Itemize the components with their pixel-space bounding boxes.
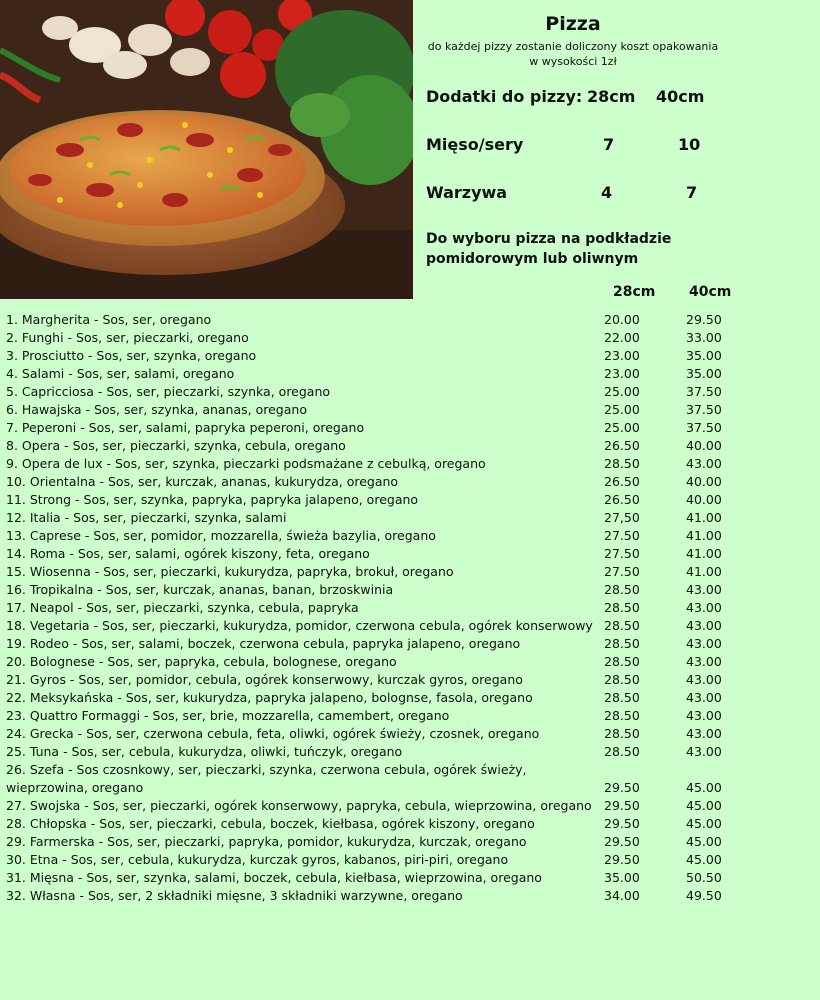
menu-item — [6, 383, 816, 401]
menu-item-price-40cm: 45.00 — [686, 816, 722, 831]
menu-item — [6, 491, 816, 509]
menu-item — [6, 617, 816, 635]
menu-item-name: 20. Bolognese - Sos, ser, papryka, cebula, bolognese, oregano — [6, 654, 397, 669]
menu-item — [6, 725, 816, 743]
menu-item-price-40cm: 35.00 — [686, 348, 722, 363]
addons-veg-row — [426, 183, 820, 205]
menu-item-price-40cm: 43.00 — [686, 744, 722, 759]
menu-item-name: 1. Margherita - Sos, ser, oregano — [6, 312, 212, 327]
menu-item-price-40cm: 35.00 — [686, 366, 722, 381]
pizza-photo — [0, 0, 413, 299]
menu-item-price-28cm: 28.50 — [604, 708, 640, 723]
menu-item — [6, 581, 816, 599]
menu-item — [6, 743, 816, 761]
menu-item-price-40cm: 37.50 — [686, 420, 722, 435]
menu-item-price-28cm: 29.50 — [604, 798, 640, 813]
menu-item-name: 2. Funghi - Sos, ser, pieczarki, oregano — [6, 330, 249, 345]
menu-item-price-28cm: 29.50 — [604, 852, 640, 867]
addons-size-large: 40cm — [656, 87, 705, 106]
menu-item-price-40cm: 29.50 — [686, 312, 722, 327]
column-header-small: 28cm — [613, 284, 656, 300]
menu-item-name: 24. Grecka - Sos, ser, czerwona cebula, feta, oliwki, ogórek świeży, czosnek, oregano — [6, 726, 540, 741]
menu-item-price-28cm: 25.00 — [604, 420, 640, 435]
menu-item-price-40cm: 45.00 — [686, 834, 722, 849]
menu-item-price-28cm: 23.00 — [604, 348, 640, 363]
menu-item-name: 26. Szefa - Sos czosnkowy, ser, pieczarki, szynka, czerwona cebula, ogórek świeży, wieprzowina, oregano — [6, 762, 527, 795]
menu-item-price-28cm: 20.00 — [604, 312, 640, 327]
menu-item-name: 3. Prosciutto - Sos, ser, szynka, oregano — [6, 348, 257, 363]
menu-item-price-28cm: 29.50 — [604, 816, 640, 831]
menu-item-name: 6. Hawajska - Sos, ser, szynka, ananas, oregano — [6, 402, 307, 417]
menu-item-name: 4. Salami - Sos, ser, salami, oregano — [6, 366, 235, 381]
menu-item — [6, 437, 816, 455]
menu-item-price-28cm: 28.50 — [604, 456, 640, 471]
menu-item-price-40cm: 43.00 — [686, 672, 722, 687]
menu-item-price-40cm: 45.00 — [686, 852, 722, 867]
menu-item-price-40cm: 50.50 — [686, 870, 722, 885]
menu-item-price-40cm: 40.00 — [686, 492, 722, 507]
addons-meat-price-small: 7 — [603, 135, 615, 154]
base-note — [426, 229, 686, 269]
menu-item — [6, 851, 816, 869]
menu-item-name: 16. Tropikalna - Sos, ser, kurczak, ananas, banan, brzoskwinia — [6, 582, 394, 597]
packaging-note-line2: w wysokości 1zł — [529, 55, 617, 68]
menu-item-name: 31. Mięsna - Sos, ser, szynka, salami, boczek, cebula, kiełbasa, wieprzowina, oregano — [6, 870, 542, 885]
info-panel — [413, 0, 820, 299]
menu-item — [6, 401, 816, 419]
menu-item-price-28cm: 28.50 — [604, 654, 640, 669]
addons-veg-price-small: 4 — [601, 183, 613, 202]
addons-veg-label: Warzywa — [426, 183, 508, 202]
packaging-note-line1: do każdej pizzy zostanie doliczony koszt opakowania — [427, 40, 719, 53]
menu-item-name: 8. Opera - Sos, ser, pieczarki, szynka, cebula, oregano — [6, 438, 346, 453]
menu-item — [6, 707, 816, 725]
menu-item — [6, 329, 816, 347]
menu-item-price-28cm: 34.00 — [604, 888, 640, 903]
menu-item-name: 10. Orientalna - Sos, ser, kurczak, ananas, kukurydza, oregano — [6, 474, 399, 489]
menu-item-price-28cm: 28.50 — [604, 726, 640, 741]
menu-item — [6, 599, 816, 617]
addons-veg-price-large: 7 — [686, 183, 698, 202]
menu-item-name: 5. Capricciosa - Sos, ser, pieczarki, szynka, oregano — [6, 384, 331, 399]
menu-item — [6, 815, 816, 833]
menu-item-price-40cm: 43.00 — [686, 654, 722, 669]
menu-item-price-28cm: 23.00 — [604, 366, 640, 381]
menu-item-price-28cm: 27,50 — [604, 510, 640, 525]
menu-item-price-28cm: 28.50 — [604, 672, 640, 687]
menu-item-price-28cm: 28.50 — [604, 600, 640, 615]
menu-item-price-40cm: 33.00 — [686, 330, 722, 345]
menu-item-name: 22. Meksykańska - Sos, ser, kukurydza, papryka jalapeno, bolognse, fasola, oregano — [6, 690, 533, 705]
base-note-line1: Do wyboru pizza na podkładzie — [426, 231, 672, 247]
menu-item — [6, 527, 816, 545]
column-header-large: 40cm — [689, 284, 732, 300]
menu-item-name: 17. Neapol - Sos, ser, pieczarki, szynka, cebula, papryka — [6, 600, 359, 615]
menu-item-name: 13. Caprese - Sos, ser, pomidor, mozzarella, świeża bazylia, oregano — [6, 528, 436, 543]
menu-item — [6, 455, 816, 473]
menu-item-name: 30. Etna - Sos, ser, cebula, kukurydza, kurczak gyros, kabanos, piri-piri, oregano — [6, 852, 509, 867]
menu-item-price-28cm: 28.50 — [604, 582, 640, 597]
addons-meat-row — [426, 135, 820, 157]
menu-item — [6, 311, 816, 329]
addons-meat-label: Mięso/sery — [426, 135, 524, 154]
menu-item — [6, 347, 816, 365]
menu-item-price-28cm: 28.50 — [604, 690, 640, 705]
pizza-menu-list — [6, 311, 816, 905]
menu-item-price-28cm: 29.50 — [604, 834, 640, 849]
menu-item-price-28cm: 28.50 — [604, 744, 640, 759]
addons-heading: Dodatki do pizzy: — [426, 87, 583, 106]
menu-item-price-40cm: 41.00 — [686, 510, 722, 525]
menu-item-price-28cm: 22.00 — [604, 330, 640, 345]
menu-item-name: 25. Tuna - Sos, ser, cebula, kukurydza, oliwki, tuńczyk, oregano — [6, 744, 403, 759]
menu-item-price-40cm: 49.50 — [686, 888, 722, 903]
packaging-note — [413, 39, 733, 69]
menu-item-price-40cm: 45.00 — [686, 798, 722, 813]
menu-item — [6, 635, 816, 653]
menu-item-name: 14. Roma - Sos, ser, salami, ogórek kiszony, feta, oregano — [6, 546, 370, 561]
menu-item-price-40cm: 40.00 — [686, 474, 722, 489]
menu-item-price-40cm: 45.00 — [686, 780, 722, 795]
menu-item-price-40cm: 40.00 — [686, 438, 722, 453]
menu-item-price-40cm: 43.00 — [686, 582, 722, 597]
addons-meat-price-large: 10 — [678, 135, 701, 154]
menu-item — [6, 473, 816, 491]
menu-item-price-40cm: 41.00 — [686, 546, 722, 561]
menu-item-name: 18. Vegetaria - Sos, ser, pieczarki, kukurydza, pomidor, czerwona cebula, ogórek konserwowy — [6, 618, 593, 633]
menu-item-price-40cm: 37.50 — [686, 384, 722, 399]
menu-item-name: 15. Wiosenna - Sos, ser, pieczarki, kukurydza, papryka, brokuł, oregano — [6, 564, 454, 579]
menu-item-name: 27. Swojska - Sos, ser, pieczarki, ogórek konserwowy, papryka, cebula, wieprzowina, oregano — [6, 798, 592, 813]
menu-item-price-40cm: 43.00 — [686, 690, 722, 705]
menu-item-name: 11. Strong - Sos, ser, szynka, papryka, papryka jalapeno, oregano — [6, 492, 419, 507]
menu-item-price-40cm: 41.00 — [686, 564, 722, 579]
menu-item — [6, 689, 816, 707]
menu-item — [6, 419, 816, 437]
menu-item — [6, 563, 816, 581]
menu-item-price-40cm: 43.00 — [686, 618, 722, 633]
page-title: Pizza — [545, 13, 601, 35]
menu-item-price-40cm: 43.00 — [686, 456, 722, 471]
menu-item-price-28cm: 26.50 — [604, 438, 640, 453]
menu-item-price-28cm: 25.00 — [604, 402, 640, 417]
menu-item-name: 28. Chłopska - Sos, ser, pieczarki, cebula, boczek, kiełbasa, ogórek kiszony, oregano — [6, 816, 535, 831]
menu-item-name: 7. Peperoni - Sos, ser, salami, papryka peperoni, oregano — [6, 420, 365, 435]
menu-item-price-28cm: 25.00 — [604, 384, 640, 399]
menu-item-price-40cm: 41.00 — [686, 528, 722, 543]
menu-item-name: 12. Italia - Sos, ser, pieczarki, szynka, salami — [6, 510, 287, 525]
menu-item — [6, 869, 816, 887]
menu-item — [6, 761, 816, 797]
menu-item-price-28cm: 35.00 — [604, 870, 640, 885]
menu-item-price-40cm: 37.50 — [686, 402, 722, 417]
addons-size-small: 28cm — [587, 87, 636, 106]
menu-item — [6, 833, 816, 851]
menu-item-price-28cm: 28.50 — [604, 618, 640, 633]
menu-item-price-40cm: 43.00 — [686, 726, 722, 741]
menu-item-price-28cm: 26.50 — [604, 474, 640, 489]
menu-item-price-28cm: 28.50 — [604, 636, 640, 651]
menu-item — [6, 671, 816, 689]
menu-item-price-40cm: 43.00 — [686, 636, 722, 651]
pizza-illustration — [0, 0, 413, 299]
menu-item — [6, 365, 816, 383]
menu-item-name: 21. Gyros - Sos, ser, pomidor, cebula, ogórek konserwowy, kurczak gyros, oregano — [6, 672, 523, 687]
menu-item-price-28cm: 27.50 — [604, 546, 640, 561]
menu-item-price-28cm: 27.50 — [604, 528, 640, 543]
menu-item-name: 19. Rodeo - Sos, ser, salami, boczek, czerwona cebula, papryka jalapeno, oregano — [6, 636, 521, 651]
menu-item-price-40cm: 43.00 — [686, 708, 722, 723]
menu-item — [6, 509, 816, 527]
menu-item-name: 23. Quattro Formaggi - Sos, ser, brie, mozzarella, camembert, oregano — [6, 708, 450, 723]
menu-item — [6, 797, 816, 815]
menu-item-price-40cm: 43.00 — [686, 600, 722, 615]
menu-item — [6, 887, 816, 905]
menu-item-name: 9. Opera de lux - Sos, ser, szynka, pieczarki podsmażane z cebulką, oregano — [6, 456, 486, 471]
menu-item-price-28cm: 26.50 — [604, 492, 640, 507]
menu-item — [6, 545, 816, 563]
base-note-line2: pomidorowym lub oliwnym — [426, 251, 639, 267]
menu-item-price-28cm: 27.50 — [604, 564, 640, 579]
addons-header-row — [426, 87, 820, 109]
menu-item-name: 32. Własna - Sos, ser, 2 składniki mięsne, 3 składniki warzywne, oregano — [6, 888, 463, 903]
menu-item-name: 29. Farmerska - Sos, ser, pieczarki, papryka, pomidor, kukurydza, kurczak, oregano — [6, 834, 527, 849]
menu-item — [6, 653, 816, 671]
menu-item-price-28cm: 29.50 — [604, 780, 640, 795]
